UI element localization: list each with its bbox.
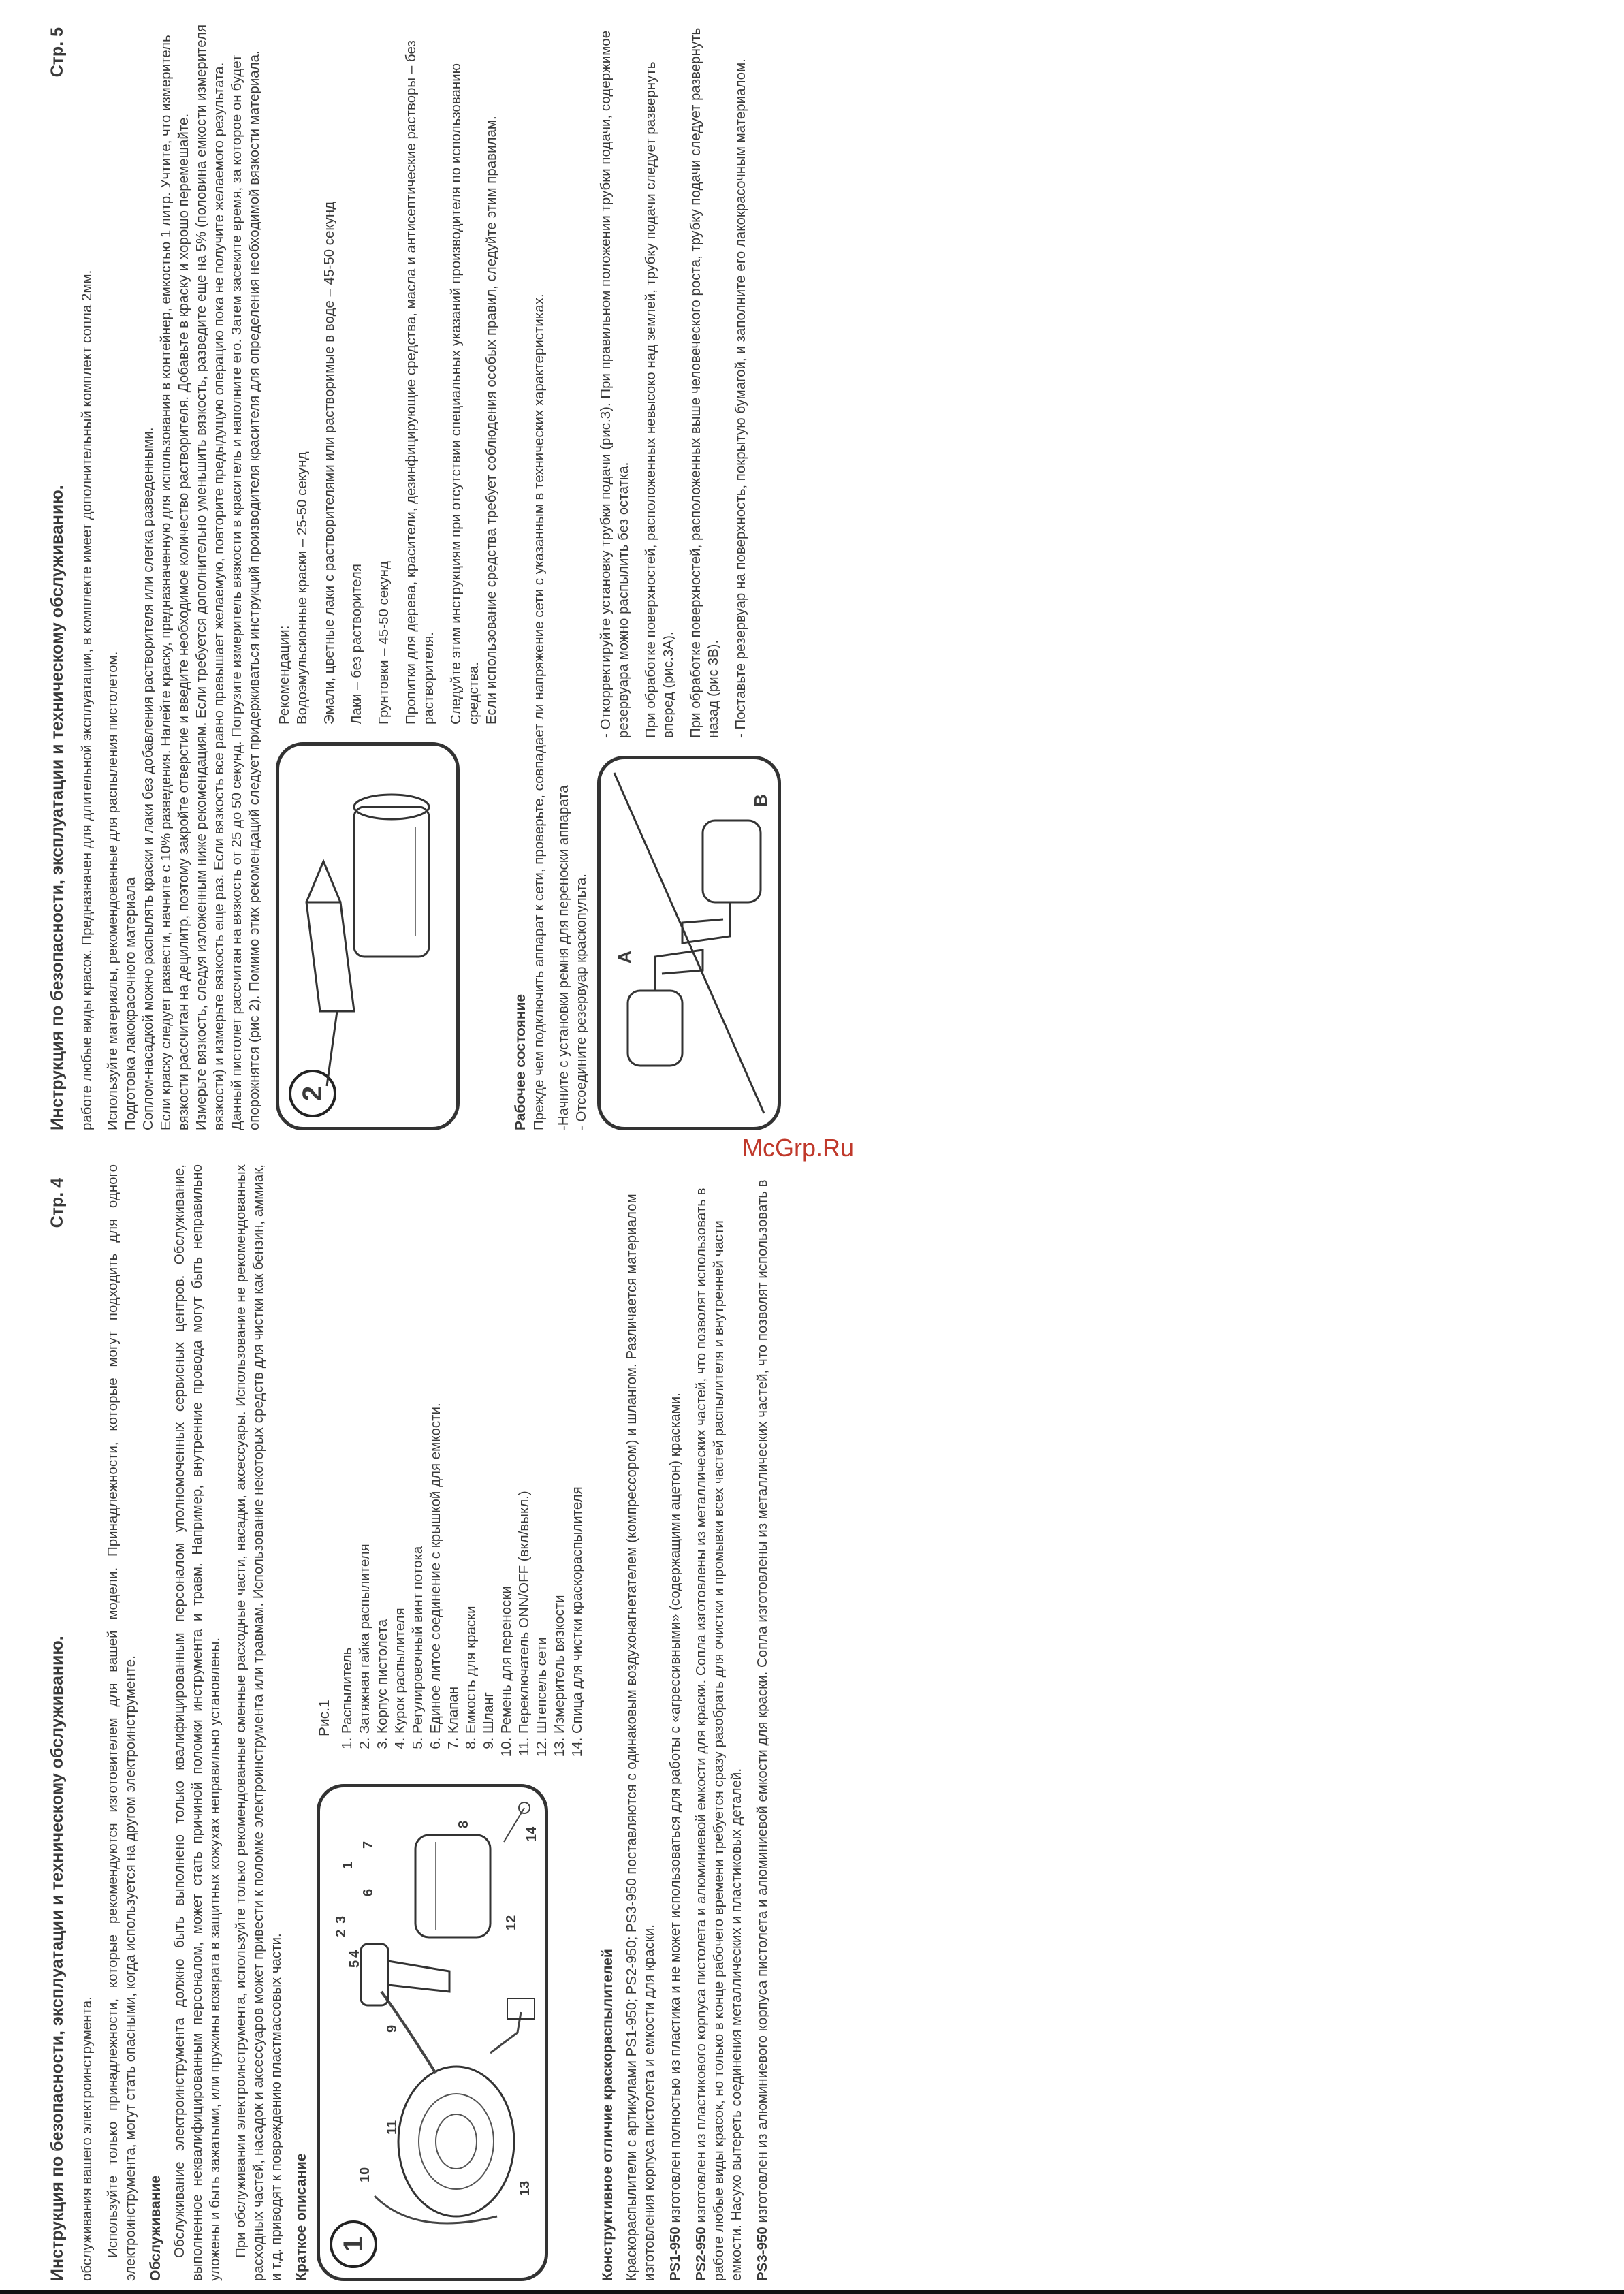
page-4-title: Инструкция по безопасности, эксплуатации и техническому обслуживанию.	[48, 1636, 67, 2281]
fig1-label-11: 11	[385, 2120, 400, 2135]
fig1-label-5: 5	[347, 1960, 362, 1968]
ps3-description	[754, 1164, 771, 2281]
continuation-text: работе любые виды красок. Предназначен для длительной эксплуатации, в комплекте имеет дополнительный комплект сопла 2мм.	[79, 270, 95, 1130]
adjustment-notes-column	[597, 14, 750, 738]
figure-2-row	[276, 14, 500, 1130]
preparation-heading: Подготовка лакокрасочного материала	[123, 877, 138, 1130]
fig1-label-14: 14	[524, 1826, 539, 1842]
figure-1-row	[317, 1164, 586, 2281]
list-item: 13. Измеритель вязкости	[551, 1164, 569, 1734]
fig1-label-1: 1	[340, 1861, 355, 1869]
service-paragraph-1: Обслуживание электроинструмента должно быть выполнено только квалифицированным персоналом уполномоченных сервисных центров. Обслуживание, выполненное неквалифицированным персоналом, может стать причиной поломки инструмента и травм. Например, внутренние провода могут быть неправильно уложены и быть зажатыми, или пружины возврата в защитных кожухах неправильно установлены.	[172, 1164, 223, 2281]
list-item: 4. Курок распылителя	[392, 1164, 409, 1734]
ps2-model: PS2-950	[693, 2227, 709, 2281]
list-item: 3. Корпус пистолета	[374, 1164, 392, 1734]
design-intro: Краскораспылители с артикулами PS1-950; PS2-950; PS3-950 поставляются с одинаковым воздухонагнетателем (компрессором) и шлангом. Различается материалом изготовления корпуса пистолета и емкости для краски.	[624, 1194, 657, 2281]
recommendation-item: Лаки – без растворителя	[349, 564, 364, 724]
ps3-text: изготовлен из алюминиевого корпуса пистолета и алюминиевой емкости для краски. Сопла изготовлены из металлических частей, что позволят использовать в	[754, 1179, 770, 2227]
parts-list-column	[317, 1164, 586, 1764]
fig1-label-12: 12	[504, 1915, 519, 1930]
page-4	[48, 1164, 790, 2281]
fig3-label-b: B	[750, 794, 771, 807]
list-item: 5. Регулировочный винт потока	[409, 1164, 427, 1734]
design-heading: Конструктивное отличие краскораспылителей	[600, 1949, 616, 2281]
figure-1-box	[317, 1784, 548, 2281]
page-4-number: Стр. 4	[48, 1178, 67, 1228]
preparation-line-2: Если краску следует развести, начните с 10% разведения. Налейте краску, предназначенную для использования в контейнер, емкостью 1 литр. Учтите, что измеритель вязкости рассчитан на децилитр, поэтому закройте отверстие и введите необходимое количество растворителя. Добавьте в краску и хорошо перемешайте.	[158, 35, 191, 1130]
page-5-header	[48, 14, 67, 1130]
recommendation-item: Водоэмульсионные краски – 25-50 секунд	[294, 451, 310, 724]
figure-2-number: 2	[289, 1070, 336, 1117]
list-item: 12. Штепсель сети	[533, 1164, 551, 1734]
ps3-model: PS3-950	[754, 2227, 770, 2281]
ps1-description	[667, 1164, 684, 2281]
fig1-label-13: 13	[518, 2180, 532, 2196]
intro-text: обслуживания вашего электроинструмента.	[79, 1996, 95, 2281]
note-item: При обработке поверхностей, расположенных невысоко над землей, трубку подачи следует развернуть вперед (рис.3А).	[643, 61, 676, 738]
spray-gun-positions-illustration	[601, 759, 778, 1127]
fig1-label-8: 8	[456, 1820, 471, 1828]
ps2-text: изготовлен из пластикового корпуса пистолета и алюминиевой емкости для краски. Сопла изготовлены из металлических частей, что позволят использовать в работе любые виды красок, но только в конце рабочего времени требуется сразу разобрать для очистки и промывки всех частей распылителя и внутренней части емкости. Насухо вытереть соединения металлических и пластиковых деталей.	[693, 1188, 744, 2281]
recommendations-column	[276, 14, 500, 724]
page-4-header	[48, 1164, 67, 2281]
recommendation-item: Следуйте этим инструкциям при отсутствии специальных указаний производителя по использованию средства.	[448, 63, 481, 724]
list-item: 1. Распылитель	[338, 1164, 356, 1734]
fig1-label-6: 6	[361, 1888, 376, 1896]
accessories-paragraph: Используйте только принадлежности, которые рекомендуются изготовителем для вашей модели. Принадлежности, которые могут подходить для одного электроинструмента, могут стать опасными, когда используется на другом электроинструменте.	[105, 1164, 138, 2281]
page-5-title: Инструкция по безопасности, эксплуатации и техническому обслуживанию.	[48, 485, 67, 1130]
figure-1-caption: Рис.1	[317, 1700, 332, 1736]
detach-instruction: - Отсоедините резервуар краскопульта.	[573, 874, 589, 1130]
preparation-line-3: Измерьте вязкость, следуя изложенным ниже рекомендациям. Если требуется дополнительно уменьшить вязкость, разведите еще на 5% (половина емкости измерителя вязкости) и измерьте вязкость еще раз. Если вязкость все равно превышает желаемую, повторите предыдущую операцию пока не получите желаемого результата.	[193, 24, 227, 1130]
materials-text: Используйте материалы, рекомендованные для распыления пистолетом.	[105, 651, 121, 1130]
recommendation-item: Эмали, цветные лаки с растворителями или растворимые в воде – 45-50 секунд	[321, 201, 337, 724]
figure-1-number: 1	[330, 2220, 377, 2268]
working-state-paragraph: Прежде чем подключить аппарат к сети, проверьте, совпадает ли напряжение сети с указанным в технических характеристиках.	[531, 293, 547, 1130]
list-item: 8. Емкость для краски	[462, 1164, 480, 1734]
list-item: 10. Ремень для переноски	[498, 1164, 515, 1734]
watermark: McGrp.Ru	[742, 1134, 855, 1162]
service-heading: Обслуживание	[148, 2175, 163, 2281]
list-item: 9. Шланг	[480, 1164, 498, 1734]
fig1-label-10: 10	[357, 2167, 372, 2182]
figure-3-row	[597, 14, 781, 1130]
parts-list	[338, 1164, 586, 1764]
list-item: 6. Единое литое соединение с крышкой для емкости.	[427, 1164, 445, 1734]
note-item: - Поставьте резервуар на поверхность, покрытую бумагой, и заполните его лакокрасочным материалом.	[733, 59, 748, 738]
note-item: При обработке поверхностей, расположенных выше человеческого роста, трубку подачи следует развернуть назад (рис 3В).	[688, 27, 721, 738]
strap-instruction: -Начните с установки ремня для переноски аппарата	[556, 785, 571, 1130]
list-item: 2. Затяжная гайка распылителя	[356, 1164, 374, 1734]
preparation-line-4: Данный пистолет рассчитан на вязкость от 25 до 50 секунд. Погрузите измеритель вязкости в краситель и наполните его. Затем засеките время, за которое он будет опорожнятся (рис 2). Помимо этих рекомендаций следует придерживаться инструкций производителя красителя для определения необходимой вязкости материала.	[229, 50, 262, 1130]
service-paragraph-2: При обслуживании электроинструмента, используйте только рекомендованные сменные расходные части, насадки, аксессуары. Использование не рекомендованных расходных частей, насадок и аксессуаров может привести к поломке электроинструмента или травмам. Использование некоторых средств для чистки как бензин, аммиак, и т.д. приводят к повреждению пластмассовых части.	[233, 1164, 284, 2281]
list-item: 11. Переключатель ONN/OFF (вкл/выкл.)	[515, 1164, 533, 1734]
page-5	[48, 14, 790, 1130]
fig1-label-7: 7	[361, 1841, 376, 1849]
fig1-label-4: 4	[347, 1949, 362, 1958]
note-item: - Откорректируйте установку трубки подачи (рис.3). При правильном положении трубки подачи, содержимое резервуара можно распылить без остатка.	[598, 30, 631, 738]
recommendations-heading: Рекомендации:	[276, 625, 292, 724]
recommendation-item: Грунтовки – 45-50 секунд	[376, 561, 392, 724]
ps1-model: PS1-950	[667, 2227, 683, 2281]
ps1-text: изготовлен полностью из пластика и не может использоваться для работы с «агрессивными» (содержащими ацетон) красками.	[667, 1392, 683, 2227]
fig1-label-2: 2	[334, 1929, 349, 1937]
recommendation-item: Пропитки для дерева, красители, дезинфицирующие средства, масла и антисептические растворы – без растворителя.	[403, 40, 436, 724]
working-state-heading: Рабочее состояние	[513, 993, 528, 1130]
page-5-number: Стр. 5	[48, 27, 67, 78]
brief-description-heading: Краткое описание	[293, 2153, 309, 2281]
list-item: 7. Клапан	[445, 1164, 462, 1734]
list-item: 14. Спица для чистки краскораспылителя	[569, 1164, 586, 1734]
recommendation-item: Если использование средства требует соблюдения особых правил, следуйте этим правилам.	[483, 116, 499, 724]
scan-edge	[0, 2290, 1624, 2294]
figure-2-box	[276, 742, 460, 1130]
ps2-description	[692, 1164, 746, 2281]
figure-3-box	[597, 756, 781, 1130]
fig1-label-9: 9	[385, 2024, 400, 2033]
fig3-label-a: A	[614, 951, 635, 963]
preparation-line-1: Соплом-насадкой можно распылять краски и лаки без добавления растворителя или слегка разведенными.	[140, 427, 156, 1130]
fig1-label-3: 3	[334, 1915, 349, 1924]
viscosity-cup-illustration	[279, 746, 456, 1127]
